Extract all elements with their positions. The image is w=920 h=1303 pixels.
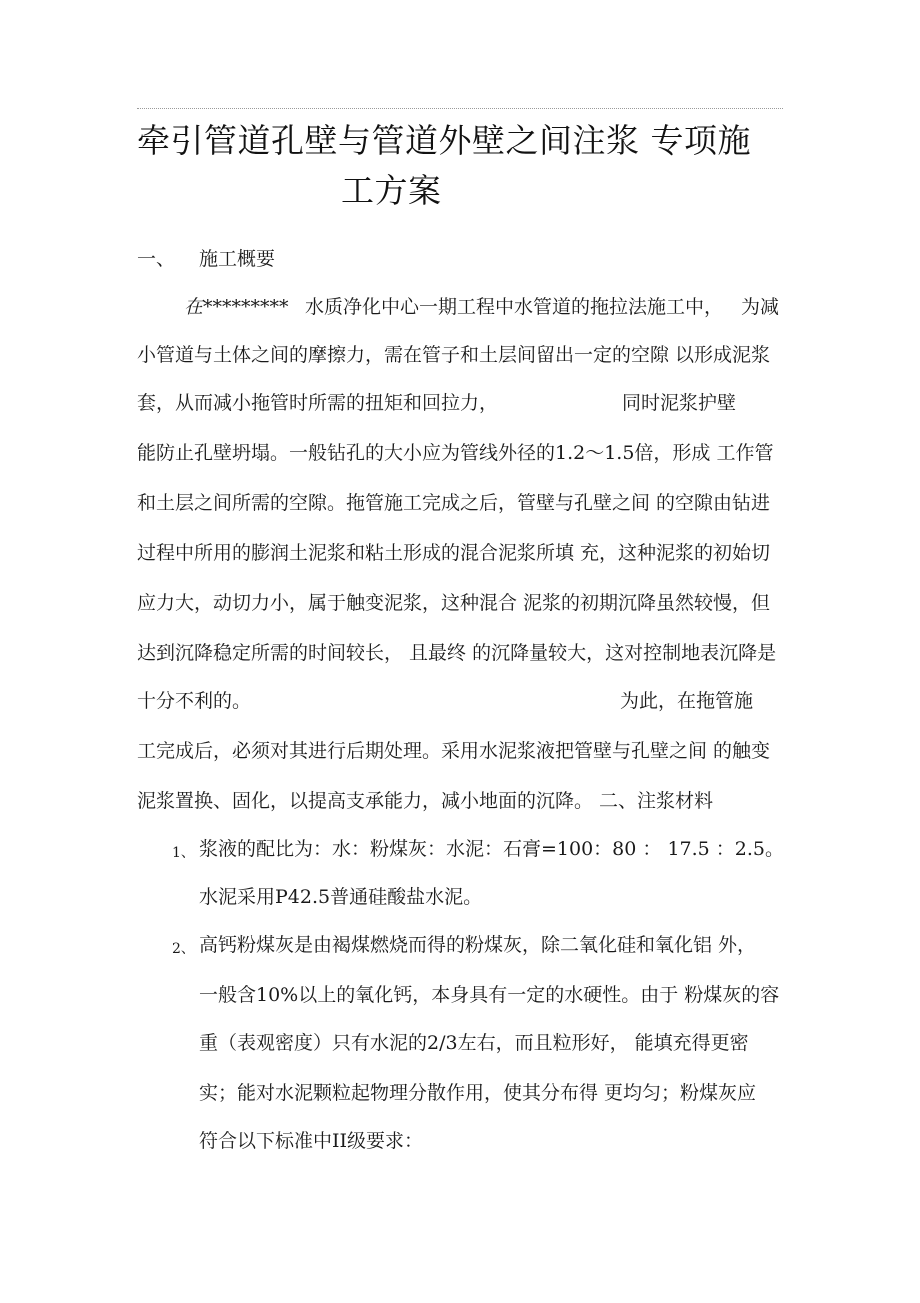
- paragraph-line: 套，从而减小拖管时所需的扭矩和回拉力，: [137, 392, 499, 414]
- list-item-line: 浆液的配比为：水：粉煤灰：水泥：石膏=100：80 ： 17.5 ：2.5。: [199, 838, 785, 860]
- list-item-number: 1、: [172, 845, 195, 861]
- paragraph-line: 十分不利的。: [137, 690, 252, 712]
- paragraph-line: 为此，在拖管施: [620, 690, 754, 712]
- section-heading: 施工概要: [199, 248, 276, 270]
- title-line-2: 工方案: [341, 171, 442, 210]
- header-divider: [137, 108, 783, 109]
- paragraph-line: 同时泥浆护壁: [622, 392, 737, 414]
- paragraph-line: 工完成后，必须对其进行后期处理。采用水泥浆液把管壁与孔壁之间 的触变: [137, 740, 771, 762]
- document-title: [137, 116, 797, 216]
- list-item-line: 重（表观密度）只有水泥的2/3左右，而且粒形好， 能填充得更密: [199, 1032, 749, 1054]
- list-item-number: 2、: [172, 941, 195, 957]
- list-item-line: 符合以下标准中II级要求：: [199, 1130, 424, 1152]
- paragraph-line: 为减: [741, 296, 780, 318]
- title-line-1: 牵引管道孔壁与管道外壁之间注浆 专项施: [137, 121, 751, 160]
- paragraph-line: 过程中所用的膨润土泥浆和粘土形成的混合泥浆所填 充，这种泥浆的初始切: [137, 542, 771, 564]
- paragraph-line: 小管道与土体之间的摩擦力，需在管子和土层间留出一定的空隙 以形成泥浆: [137, 344, 771, 366]
- paragraph-line: 水质净化中心一期工程中水管道的拖拉法施工中，: [305, 296, 724, 318]
- list-item-line: 水泥采用P42.5普通硅酸盐水泥。: [199, 886, 483, 908]
- section-number: 一、: [137, 248, 176, 270]
- paragraph-line: 达到沉降稳定所需的时间较长， 且最终 的沉降量较大，这对控制地表沉降是: [137, 642, 777, 664]
- paragraph-line: 应力大，动切力小，属于触变泥浆，这种混合 泥浆的初期沉降虽然较慢，但: [137, 592, 771, 614]
- paragraph-lead: 在*********: [184, 296, 289, 318]
- list-item-line: 实；能对水泥颗粒起物理分散作用，使其分布得 更均匀；粉煤灰应: [199, 1082, 757, 1104]
- paragraph-line: 能防止孔壁坍塌。一般钻孔的大小应为管线外径的1.2～1.5倍，形成 工作管: [137, 442, 774, 464]
- paragraph-line: 泥浆置换、固化，以提高支承能力，减小地面的沉降。 二、注浆材料: [137, 790, 714, 812]
- list-item-line: 高钙粉煤灰是由褐煤燃烧而得的粉煤灰，除二氧化硅和氧化铝 外，: [199, 934, 757, 956]
- paragraph-line: 和土层之间所需的空隙。拖管施工完成之后，管壁与孔壁之间 的空隙由钻进: [137, 492, 771, 514]
- list-item-line: 一般含10%以上的氧化钙，本身具有一定的水硬性。由于 粉煤灰的容: [199, 984, 780, 1006]
